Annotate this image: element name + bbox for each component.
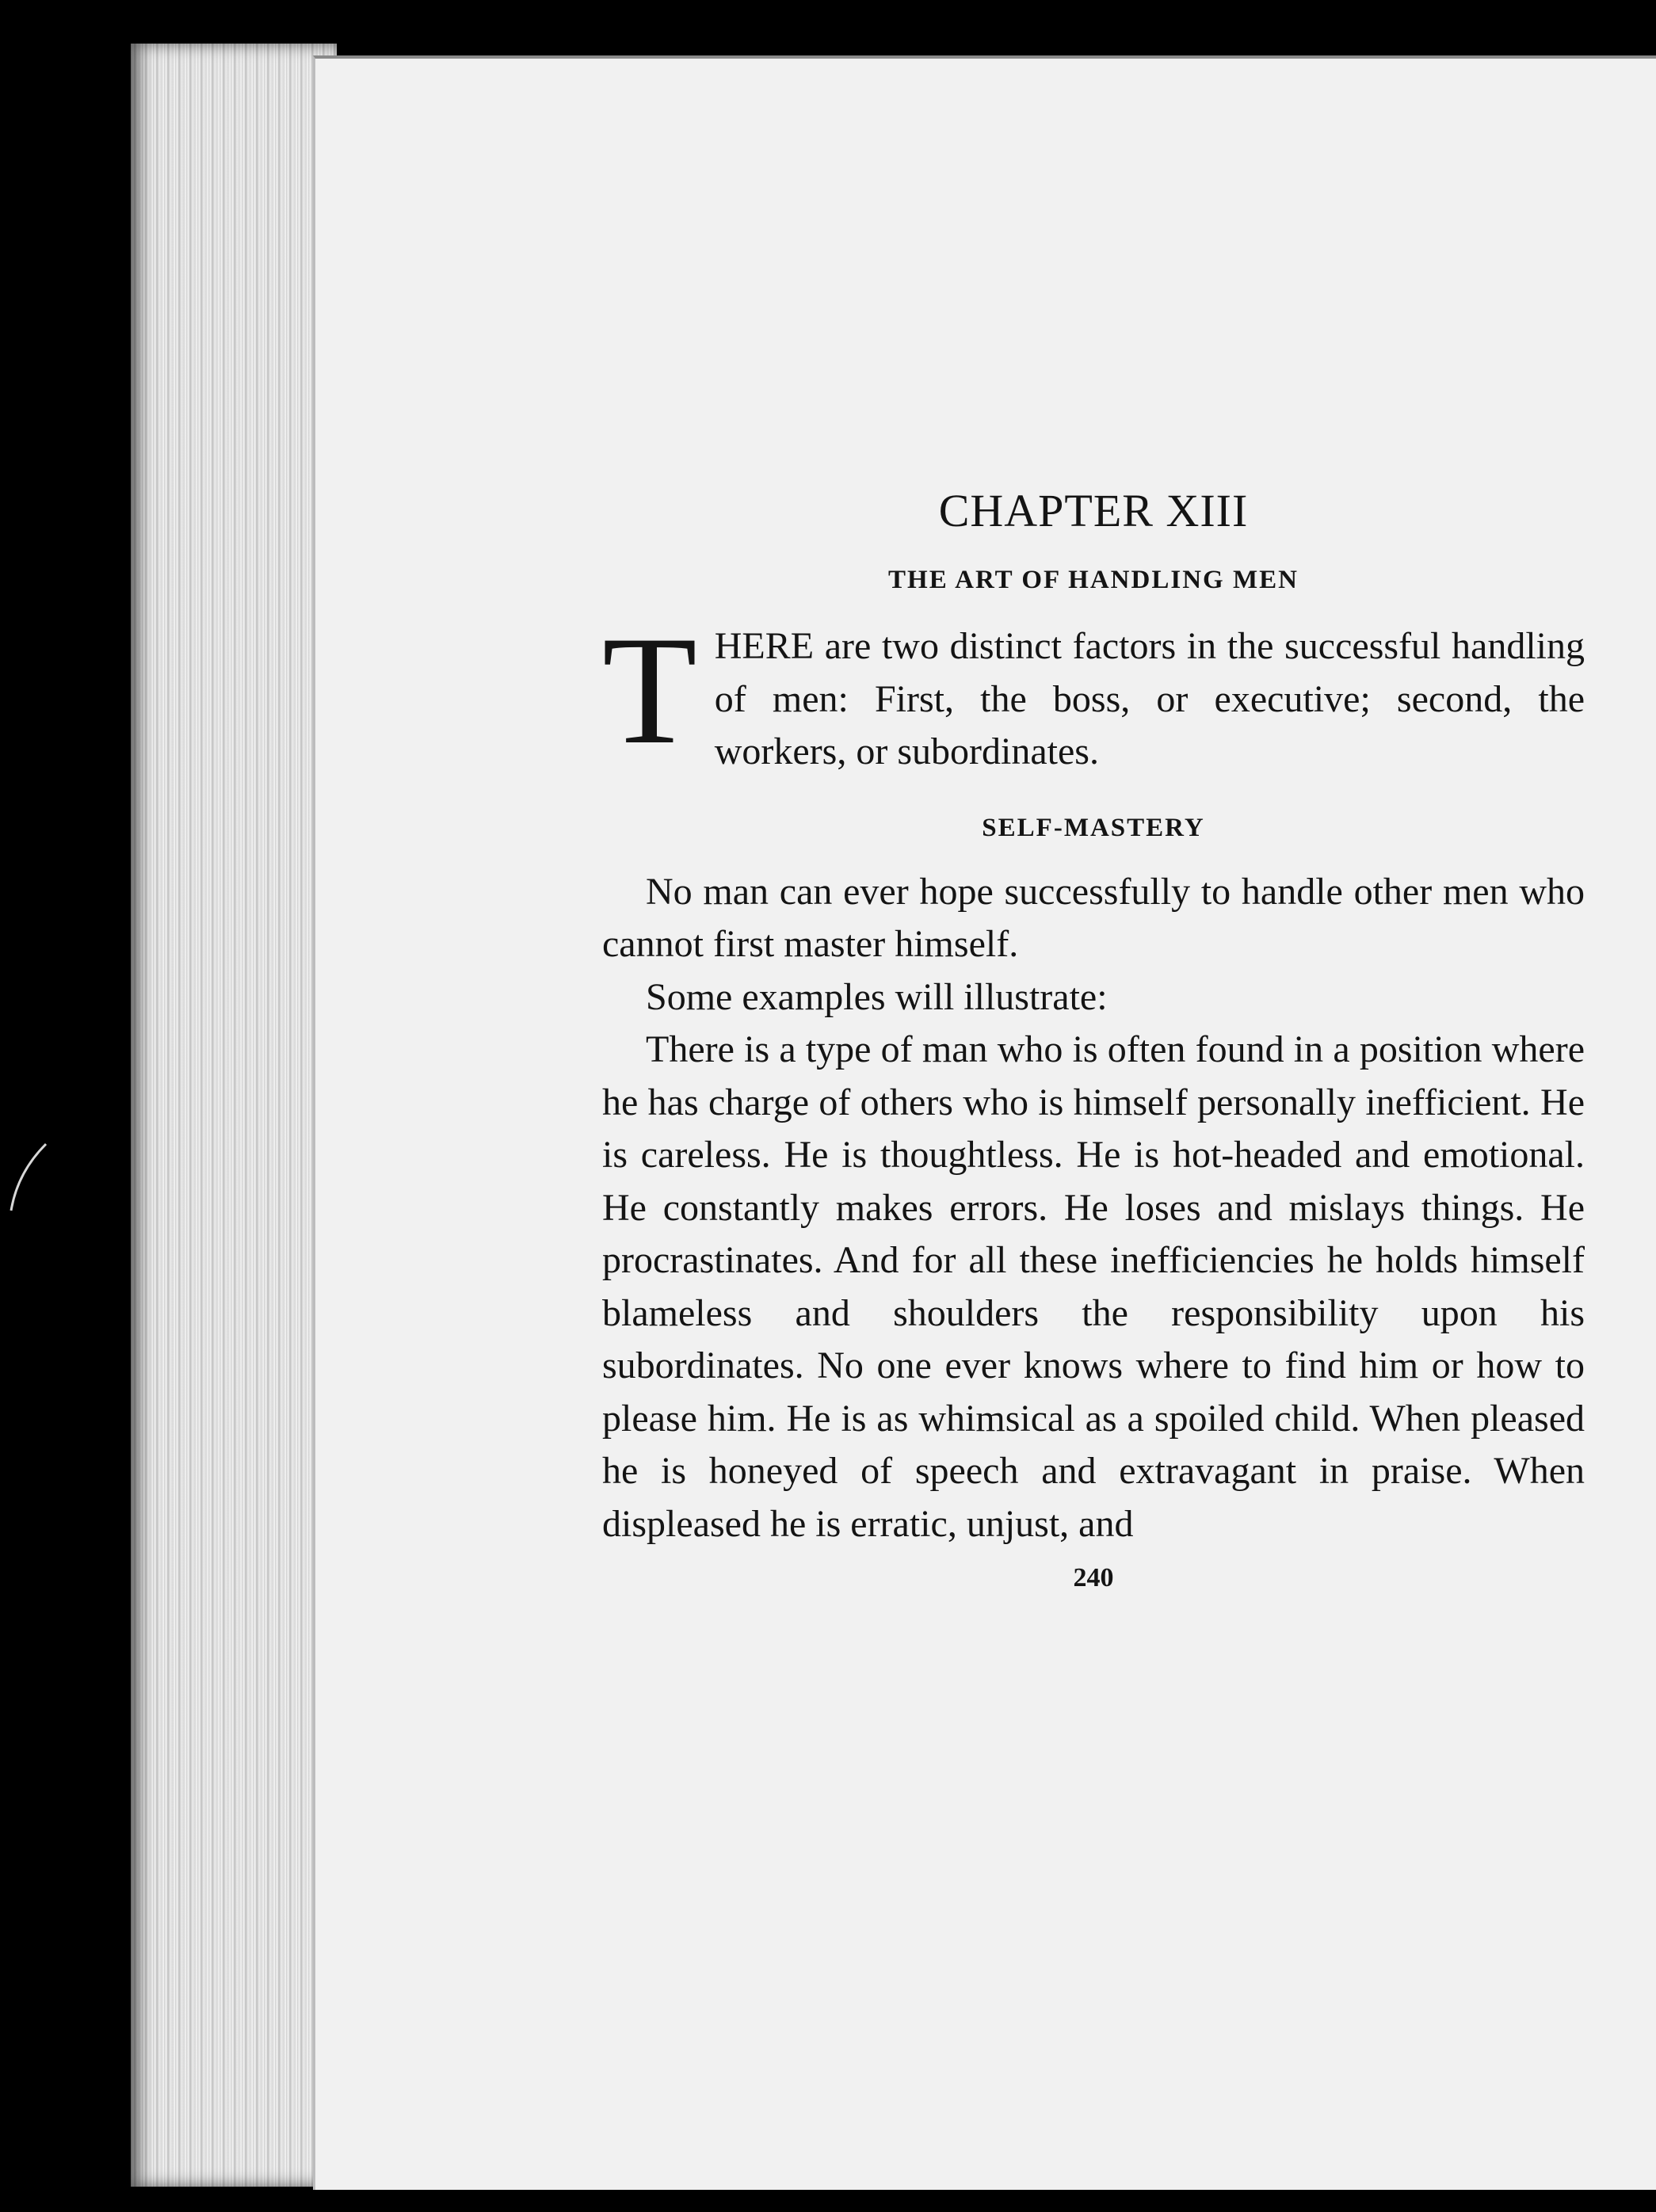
intro-paragraph <box>602 604 1585 779</box>
paragraph-1: No man can ever hope successfully to handle other men who cannot first master himself. <box>602 870 1585 965</box>
intro-text: HERE are two distinct factors in the successful handling of men: First, the boss, or executive; second, the workers, or subordinates. <box>714 625 1585 772</box>
chapter-subtitle: THE ART OF HANDLING MEN <box>888 566 1299 594</box>
paragraph-3: There is a type of man who is often found in a position where he has charge of others who is himself personally inefficient. He is careless. He is thoughtless. He is hot-headed and emotional. He constantly makes errors. He loses and mislays things. He procrastinates. And for all these inefficiencies he holds himself blameless and shoulders the responsibility upon his subordinates. No one ever knows where to find him or how to please him. He is as whimsical as a spoiled child. When pleased he is honeyed of speech and extravagant in praise. When displeased he is erratic, unjust, and <box>602 1028 1585 1545</box>
text-column <box>602 475 1585 1598</box>
section-heading: SELF-MASTERY <box>982 813 1205 842</box>
paragraph-2: Some examples will illustrate: <box>646 975 1108 1018</box>
stray-mark <box>10 1141 49 1212</box>
page-edges <box>131 44 337 2187</box>
page-number: 240 <box>1073 1563 1114 1592</box>
chapter-title: CHAPTER XIII <box>938 485 1249 536</box>
drop-cap: T <box>602 604 697 776</box>
